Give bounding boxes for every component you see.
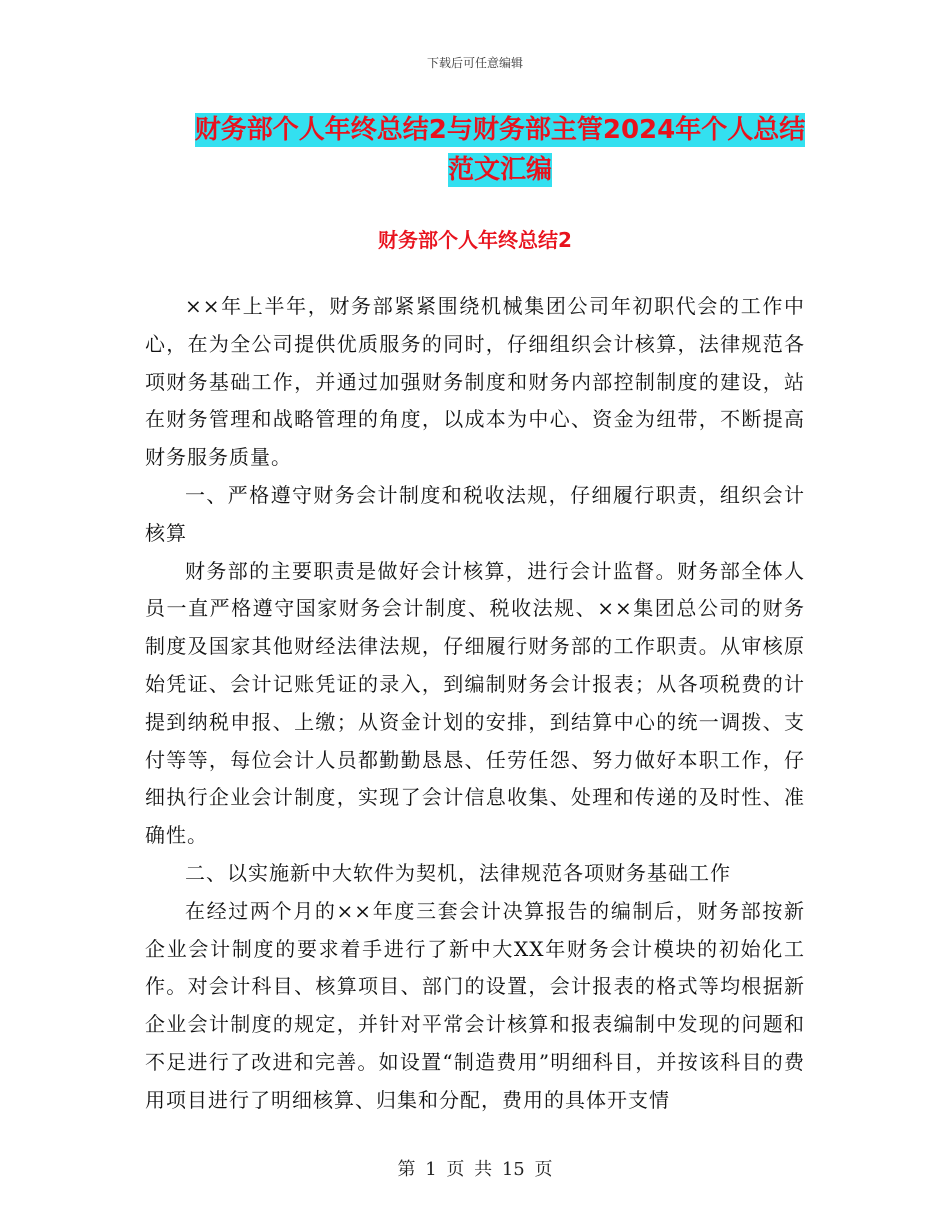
document-title [150, 110, 850, 190]
document-title-line-2: 范文汇编 [447, 155, 552, 185]
paragraph-intro: ××年上半年，财务部紧紧围绕机械集团公司年初职代会的工作中心，在为全公司提供优质服务的同时，仔细组织会计核算，法律规范各项财务基础工作，并通过加强财务制度和财务内部控制制度的建设，站在财务管理和战略管理的角度，以成本为中心、资金为纽带，不断提高财务服务质量。 [145, 294, 805, 470]
paragraph-duties: 财务部的主要职责是做好会计核算，进行会计监督。财务部全体人员一直严格遵守国家财务会计制度、税收法规、××集团总公司的财务制度及国家其他财经法律法规，仔细履行财务部的工作职责。从审核原始凭证、会计记账凭证的录入，到编制财务会计报表；从各项税费的计提到纳税申报、上缴；从资金计划的安排，到结算中心的统一调拨、支付等等，每位会计人员都勤勤恳恳、任劳任怨、努力做好本职工作，仔细执行企业会计制度，实现了会计信息收集、处理和传递的及时性、准确性。 [145, 558, 805, 848]
section-heading: 财务部个人年终总结2 [378, 228, 572, 252]
page-footer: 第 1 页 共 15 页 [397, 1159, 553, 1180]
header-note: 下载后可任意编辑 [426, 56, 523, 70]
document-body [145, 288, 805, 1120]
paragraph-heading-1: 一、严格遵守财务会计制度和税收法规，仔细履行职责，组织会计核算 [145, 482, 805, 545]
document-title-line-1: 财务部个人年终总结2与财务部主管2024年个人总结 [194, 115, 806, 145]
paragraph-software: 在经过两个月的××年度三套会计决算报告的编制后，财务部按新企业会计制度的要求着手进行了新中大XX年财务会计模块的初始化工作。对会计科目、核算项目、部门的设置，会计报表的格式等均根据新企业会计制度的规定，并针对平常会计核算和报表编制中发现的问题和不足进行了改进和完善。如设置“制造费用”明细科目，并按该科目的费用项目进行了明细核算、归集和分配，费用的具体开支情 [145, 898, 805, 1112]
paragraph-heading-2: 二、以实施新中大软件为契机，法律规范各项财务基础工作 [185, 860, 731, 885]
